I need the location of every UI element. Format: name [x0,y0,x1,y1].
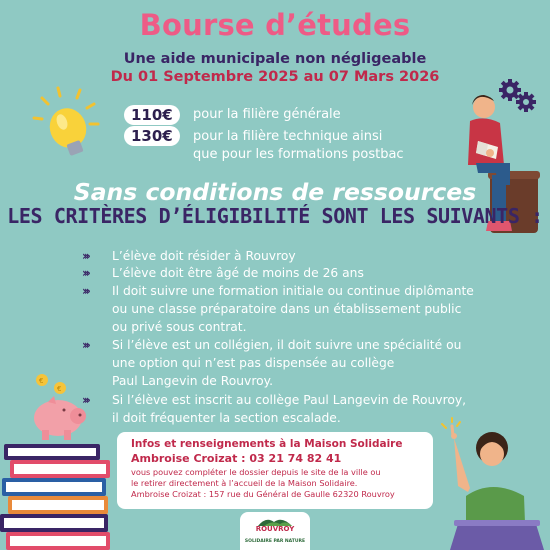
chevron-right-icon: ››› [82,284,88,298]
chevron-right-icon: ››› [82,249,88,263]
criteria-line: Si l’élève est un collégien, il doit suivre une spécialité ou [112,338,462,352]
date-range: Du 01 Septembre 2025 au 07 Mars 2026 [110,69,440,85]
criteria-title: LES CRITÈRES D’ÉLIGIBILITÉ SONT LES SUIVANTS : [7,204,543,228]
svg-text:€: € [39,377,44,385]
price-text-technique-line1: pour la filière technique ainsi [193,129,383,144]
info-address: Ambroise Croizat : 157 rue du Général de Gaulle 62320 Rouvroy [131,489,395,499]
criteria-line: Si l’élève est inscrit au collège Paul Langevin de Rouvroy, [112,393,467,407]
logo-tagline: SOLIDAIRE PAR NATURE [244,539,306,544]
criteria-line: L’élève doit résider à Rouvroy [112,249,296,263]
criteria-line: ou privé sous contrat. [112,320,247,334]
woman-laptop-illustration [440,418,550,550]
chevron-right-icon: ››› [82,266,88,280]
books-stack-illustration [0,438,115,550]
logo-name: ROUVROY [255,525,295,533]
price-badge-general: 110€ [124,105,180,125]
piggy-bank-illustration [28,372,88,442]
page-subtitle: Une aide municipale non négligeable [123,51,427,67]
page-title: Bourse d’études [139,8,411,42]
criteria-line: une option qui n’est pas dispensée au collège [112,356,395,370]
info-box [117,432,433,509]
price-text-general: pour la filière générale [193,107,341,122]
lightbulb-icon [28,84,108,164]
price-text-technique-line2: que pour les formations postbac [193,147,404,162]
criteria-line: il doit fréquenter la section escalade. [112,411,341,425]
city-logo [240,512,310,550]
price-badge-technique: 130€ [124,126,180,146]
info-instructions [131,467,381,488]
no-conditions-headline: Sans conditions de ressources [73,178,477,206]
info-phone: Ambroise Croizat : 03 21 74 82 41 [131,452,342,465]
chevron-right-icon: ››› [82,338,88,352]
criteria-line: Il doit suivre une formation initiale ou continue diplômante [112,284,474,298]
criteria-line: L’élève doit être âgé de moins de 26 ans [112,266,364,280]
svg-text:€: € [57,385,62,393]
criteria-line: ou une classe préparatoire dans un établissement public [112,302,462,316]
info-heading: Infos et renseignements à la Maison Solidaire [131,438,403,450]
criteria-line: Paul Langevin de Rouvroy. [112,374,274,388]
chevron-right-icon: ››› [82,393,88,407]
info-instructions-line: vous pouvez compléter le dossier depuis le site de la ville ou [131,467,381,477]
info-instructions-line: le retirer directement à l’accueil de la Maison Solidaire. [131,477,358,488]
